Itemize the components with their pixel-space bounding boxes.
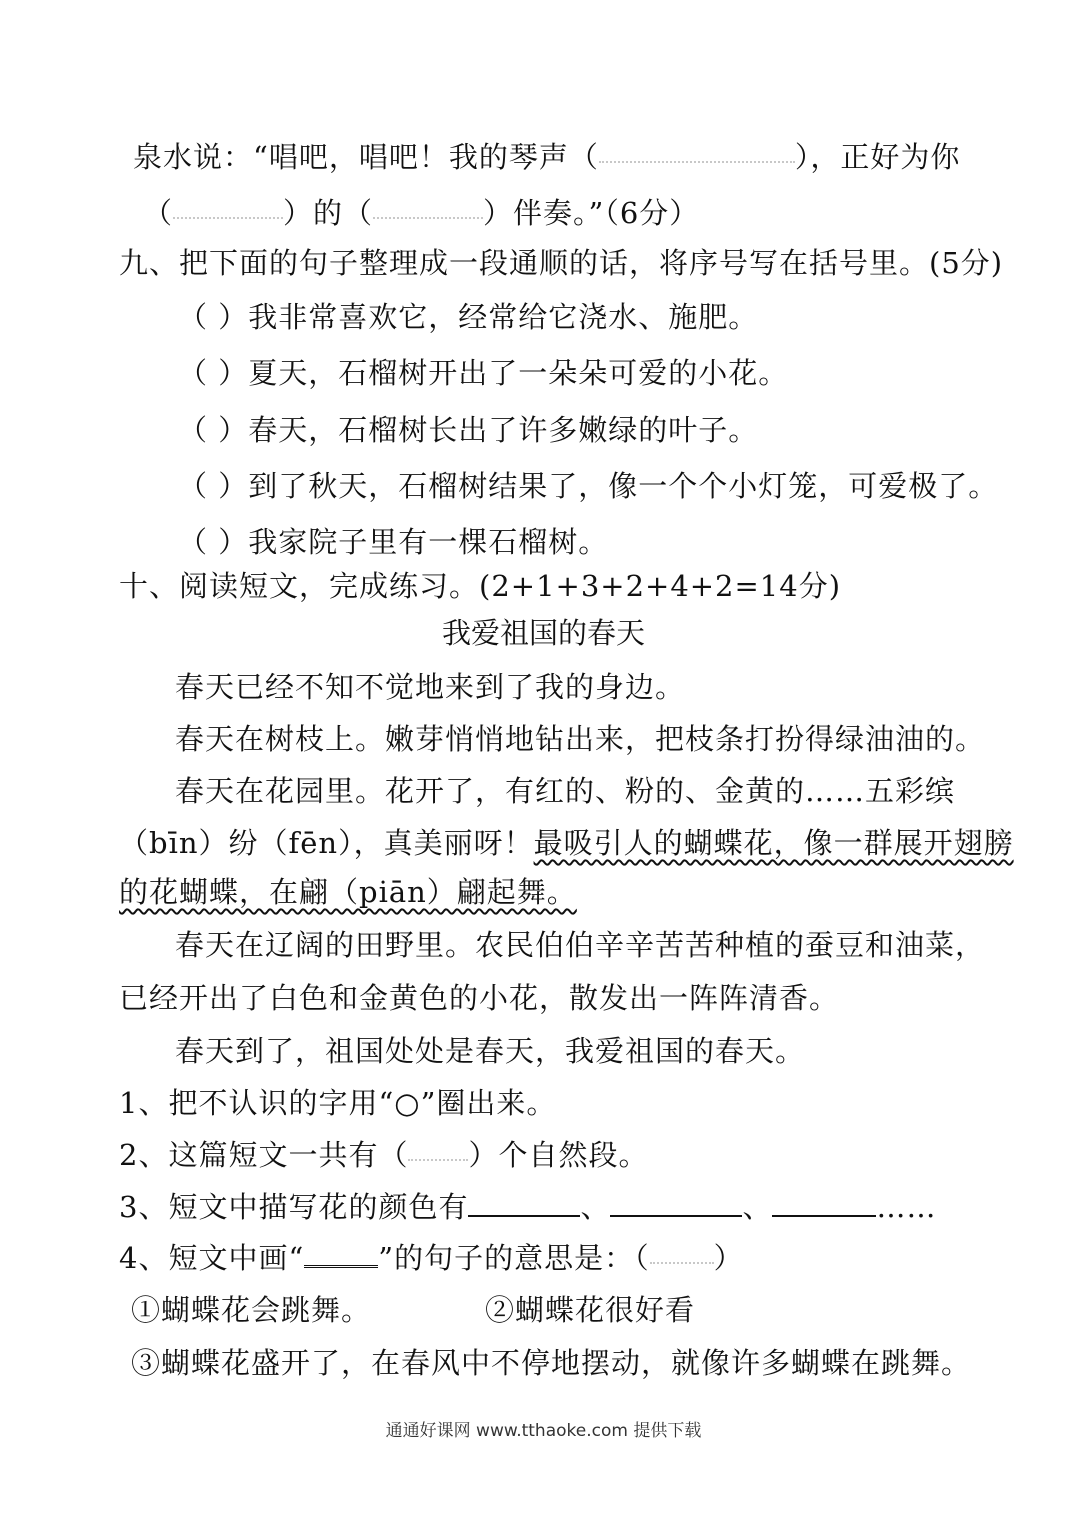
- option-1: ①蝴蝶花会跳舞。: [131, 1293, 372, 1327]
- article-paragraph-4-line-2: 已经开出了白色和金黄色的小花，散发出一阵阵清香。: [119, 981, 840, 1015]
- poem-line-1-pre: 泉水说：“唱吧，唱吧！我的琴声（: [133, 140, 599, 174]
- article-paragraph-3-line-3: [119, 872, 577, 912]
- question-4-text: 4、短文中画“: [119, 1241, 305, 1275]
- article-paragraph-3-line-1: 春天在花园里。花开了，有红的、粉的、金黄的……五彩缤: [175, 774, 956, 808]
- ordering-item: （ ）我家院子里有一棵石榴树。: [178, 525, 609, 559]
- question-2-text: 2、这篇短文一共有（: [119, 1138, 409, 1172]
- question-2-text-end: ）个自然段。: [468, 1138, 649, 1172]
- ellipsis: ……: [876, 1190, 937, 1224]
- answer-blank[interactable]: [599, 155, 795, 163]
- question-3: [119, 1187, 936, 1227]
- ordering-item: （ ）春天，石榴树长出了许多嫩绿的叶子。: [178, 413, 759, 447]
- separator: 、: [580, 1190, 611, 1224]
- article-paragraph-1: 春天已经不知不觉地来到了我的身边。: [175, 670, 686, 704]
- poem-line-2-end: ）伴奏。”（6分）: [483, 196, 700, 230]
- question-4-text-mid: ”的句子的意思是：（: [378, 1241, 650, 1275]
- question-4: [119, 1238, 744, 1278]
- article-paragraph-2: 春天在树枝上。嫩芽悄悄地钻出来，把枝条打扮得绿油油的。: [175, 722, 986, 756]
- poem-line-2: [143, 193, 699, 233]
- option-3: ③蝴蝶花盛开了，在春风中不停地摆动，就像许多蝴蝶在跳舞。: [131, 1346, 972, 1380]
- section-10-heading: 十、阅读短文，完成练习。(2+1+3+2+4+2=14分): [119, 569, 842, 603]
- option-2: ②蝴蝶花很好看: [485, 1293, 696, 1327]
- answer-line[interactable]: [610, 1187, 742, 1217]
- question-1: 1、把不认识的字用“○”圈出来。: [119, 1086, 557, 1120]
- article-paragraph-3-line-2: [119, 823, 1014, 863]
- underlined-sentence: 最吸引人的蝴蝶花，像一群展开翅膀: [533, 826, 1014, 860]
- answer-blank[interactable]: [650, 1256, 714, 1264]
- question-2: [119, 1135, 648, 1175]
- article-paragraph-4-line-1: 春天在辽阔的田野里。农民伯伯辛辛苦苦种植的蚕豆和油菜，: [175, 928, 986, 962]
- poem-line-1: [133, 137, 960, 177]
- ordering-item: （ ）夏天，石榴树开出了一朵朵可爱的小花。: [178, 356, 789, 390]
- article-title: 我爱祖国的春天: [441, 616, 645, 650]
- separator: 、: [742, 1190, 773, 1224]
- question-3-text: 3、短文中描写花的颜色有: [119, 1190, 469, 1224]
- underline-mark: [304, 1241, 378, 1268]
- answer-line[interactable]: [772, 1187, 876, 1217]
- poem-line-1-post: ），正好为你: [794, 140, 961, 174]
- poem-line-2-mid: ）的（: [283, 196, 374, 230]
- answer-blank[interactable]: [373, 211, 483, 219]
- ordering-item: （ ）到了秋天，石榴树结果了，像一个个小灯笼，可爱极了。: [178, 469, 999, 503]
- article-paragraph-5: 春天到了，祖国处处是春天，我爱祖国的春天。: [175, 1034, 806, 1068]
- section-9-heading: 九、把下面的句子整理成一段通顺的话，将序号写在括号里。(5分): [119, 246, 1004, 280]
- question-4-text-end: ）: [713, 1241, 744, 1275]
- page-footer: 通通好课网 www.tthaoke.com 提供下载: [385, 1421, 702, 1441]
- poem-line-2-open: （: [143, 196, 174, 230]
- ordering-item: （ ）我非常喜欢它，经常给它浇水、施肥。: [178, 300, 759, 334]
- answer-blank[interactable]: [173, 211, 283, 219]
- answer-blank[interactable]: [408, 1153, 468, 1161]
- underlined-sentence: 的花蝴蝶，在翩（piān）翩起舞。: [119, 875, 577, 909]
- answer-line[interactable]: [468, 1187, 580, 1217]
- paragraph-plain-text: （bīn）纷（fēn），真美丽呀！: [119, 826, 534, 860]
